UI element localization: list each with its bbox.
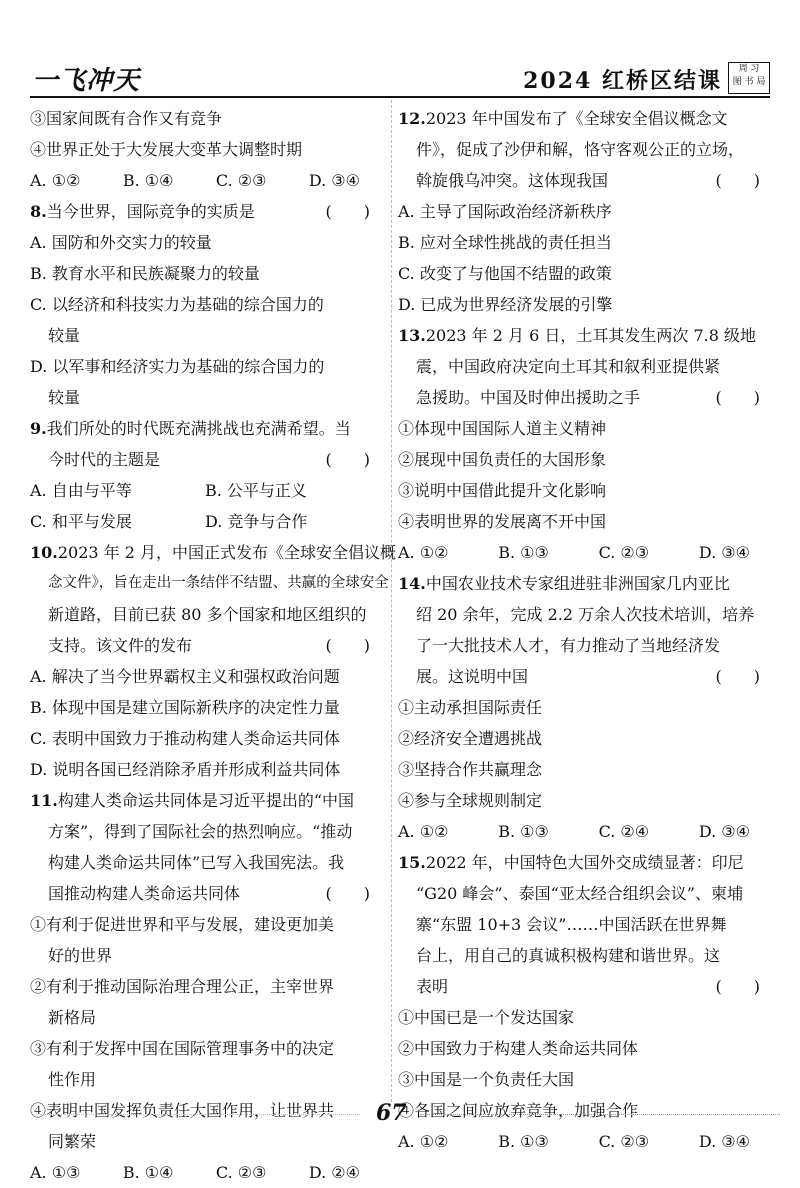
option-d: D. 已成为世界经济发展的引擎 xyxy=(398,295,613,314)
question-13 xyxy=(398,320,770,568)
series-title: 2024 红桥区结课 xyxy=(523,68,722,94)
question-stem-cont: 展。这说明中国 xyxy=(416,667,529,686)
question-9 xyxy=(30,413,380,537)
question-number: 11. xyxy=(30,791,58,810)
question-number: 8. xyxy=(30,202,47,221)
question-stem-cont: 绍 20 余年，完成 2.2 万余人次技术培训，培养 xyxy=(416,605,755,624)
option-a: A. 自由与平等 xyxy=(30,481,132,500)
column-divider xyxy=(391,100,392,1102)
option-3: ③中国是一个负责任大国 xyxy=(398,1070,575,1089)
right-column xyxy=(398,103,770,1157)
answer-blank[interactable]: ( ) xyxy=(715,977,760,996)
option-b: B. 教育水平和民族凝聚力的较量 xyxy=(30,264,260,283)
question-stem-cont: 斡旋俄乌冲突。这体现我国 xyxy=(416,171,609,190)
choice-d[interactable]: D. ②④ xyxy=(308,1163,360,1182)
question-stem-cont: “G20 峰会”、泰国“亚太经合组织会议”、柬埔 xyxy=(416,884,743,903)
question-stem-cont: 表明 xyxy=(416,977,449,996)
question-stem: 2023 年中国发布了《全球安全倡议概念文 xyxy=(425,109,728,128)
choice-c[interactable]: C. ②③ xyxy=(215,1163,267,1182)
option-d: D. 说明各国已经消除矛盾并形成利益共同体 xyxy=(30,760,341,779)
question-stem: 构建人类命运共同体是习近平提出的“中国 xyxy=(57,791,355,810)
page-footer xyxy=(0,1100,800,1130)
option-3: ③坚持合作共赢理念 xyxy=(398,760,543,779)
question-stem-cont: 震，中国政府决定向土耳其和叙利亚提供紧 xyxy=(416,357,721,376)
choice-a[interactable]: A. ①② xyxy=(398,1132,449,1151)
option-d: D. 以军事和经济实力为基础的综合国力的 xyxy=(30,357,325,376)
choice-d[interactable]: D. ③④ xyxy=(698,1132,750,1151)
question-stem: 当今世界，国际竞争的实质是 xyxy=(46,202,255,221)
option-b: B. 体现中国是建立国际新秩序的决定性力量 xyxy=(30,698,340,717)
option-1: ①中国已是一个发达国家 xyxy=(398,1008,575,1027)
answer-blank[interactable]: ( ) xyxy=(325,636,370,655)
choice-d[interactable]: D. ③④ xyxy=(308,171,360,190)
choice-c[interactable]: C. ②③ xyxy=(598,543,650,562)
question-stem-cont: 急援助。中国及时伸出援助之手 xyxy=(416,388,641,407)
option-c: C. 表明中国致力于推动构建人类命运共同体 xyxy=(30,729,340,748)
question-stem-cont: 构建人类命运共同体”已写入我国宪法。我 xyxy=(48,853,345,872)
option-2: ②展现中国负责任的大国形象 xyxy=(398,450,607,469)
choice-a[interactable]: A. ①② xyxy=(398,822,449,841)
option-d: D. 竞争与合作 xyxy=(205,512,308,531)
question-stem-cont: 寨“东盟 10+3 会议”……中国活跃在世界舞 xyxy=(416,915,727,934)
choice-d[interactable]: D. ③④ xyxy=(698,822,750,841)
question-number: 13. xyxy=(398,326,426,345)
choice-row xyxy=(398,1126,770,1157)
question-stem: 中国农业技术专家组进驻非洲国家几内亚比 xyxy=(425,574,730,593)
option-3-cont: 性作用 xyxy=(48,1070,97,1089)
option-b: B. 公平与正义 xyxy=(205,481,307,500)
answer-blank[interactable]: ( ) xyxy=(715,667,760,686)
choice-d[interactable]: D. ③④ xyxy=(698,543,750,562)
question-stem-cont: 国推动构建人类命运共同体 xyxy=(48,884,241,903)
question-stem-cont: 念文件》，旨在走出一条结伴不结盟、共赢的全球安全 xyxy=(48,575,389,591)
choice-a[interactable]: A. ①③ xyxy=(30,1163,81,1182)
publisher-stamp: 周 习 图 书 局 xyxy=(728,62,770,94)
option-a: A. 国防和外交实力的较量 xyxy=(30,233,212,252)
question-stem: 2022 年，中国特色大国外交成绩显著：印尼 xyxy=(425,853,744,872)
option-row xyxy=(30,506,380,537)
question-7-tail xyxy=(30,103,380,196)
choice-row xyxy=(398,816,770,847)
question-stem-cont: 件》，促成了沙伊和解，恪守客观公正的立场， xyxy=(416,140,745,159)
question-stem-cont: 新道路，目前已获 80 多个国家和地区组织的 xyxy=(48,605,367,624)
option-c: C. 以经济和科技实力为基础的综合国力的 xyxy=(30,295,324,314)
option-c-cont: 较量 xyxy=(48,326,81,345)
answer-blank[interactable]: ( ) xyxy=(715,171,760,190)
option-c: C. 和平与发展 xyxy=(30,512,132,531)
question-stem-cont: 今时代的主题是 xyxy=(48,450,161,469)
choice-b[interactable]: B. ①③ xyxy=(498,822,549,841)
question-stem-cont: 台上，用自己的真诚积极构建和谐世界。这 xyxy=(416,946,721,965)
option-3: ③说明中国借此提升文化影响 xyxy=(398,481,607,500)
option-a: A. 解决了当今世界霸权主义和强权政治问题 xyxy=(30,667,340,686)
page-header xyxy=(30,60,770,96)
option-2: ②经济安全遭遇挑战 xyxy=(398,729,543,748)
question-number: 15. xyxy=(398,853,426,872)
choice-c[interactable]: C. ②③ xyxy=(215,171,267,190)
choice-a[interactable]: A. ①② xyxy=(398,543,449,562)
option-2-cont: 新格局 xyxy=(48,1008,97,1027)
option-4: ④参与全球规则制定 xyxy=(398,791,543,810)
question-number: 12. xyxy=(398,109,426,128)
option-1: ①主动承担国际责任 xyxy=(398,698,543,717)
question-14 xyxy=(398,568,770,847)
option-c: C. 改变了与他国不结盟的政策 xyxy=(398,264,612,283)
question-stem: 我们所处的时代既充满挑战也充满希望。当 xyxy=(46,419,351,438)
answer-blank[interactable]: ( ) xyxy=(325,450,370,469)
brand-logo: 一飞冲天 xyxy=(32,66,141,96)
question-number: 14. xyxy=(398,574,426,593)
option-1: ①有利于促进世界和平与发展，建设更加美 xyxy=(30,915,335,934)
question-stem-cont: 方案”，得到了国际社会的热烈响应。“推动 xyxy=(48,822,353,841)
option-row xyxy=(30,475,380,506)
answer-blank[interactable]: ( ) xyxy=(325,884,370,903)
choice-b[interactable]: B. ①④ xyxy=(122,1163,174,1182)
page-number: 67 xyxy=(376,1100,407,1126)
option-4: ④表明中国发挥负责任大国作用，让世界共 xyxy=(30,1101,335,1120)
question-stem: 2023 年 2 月，中国正式发布《全球安全倡议概 xyxy=(57,543,397,562)
question-12 xyxy=(398,103,770,320)
choice-row xyxy=(398,537,770,568)
option-b: B. 应对全球性挑战的责任担当 xyxy=(398,233,612,252)
question-number: 10. xyxy=(30,543,58,562)
option-3: ③国家间既有合作又有竞争 xyxy=(30,109,223,128)
question-number: 9. xyxy=(30,419,47,438)
option-2: ②中国致力于构建人类命运共同体 xyxy=(398,1039,639,1058)
option-a: A. 主导了国际政治经济新秩序 xyxy=(398,202,612,221)
option-4: ④各国之间应放弃竞争，加强合作 xyxy=(398,1101,639,1120)
choice-row xyxy=(30,165,380,196)
option-4-cont: 同繁荣 xyxy=(48,1132,97,1151)
footer-rule-left xyxy=(40,1114,360,1115)
option-2: ②有利于推动国际治理合理公正，主宰世界 xyxy=(30,977,335,996)
option-1: ①体现中国国际人道主义精神 xyxy=(398,419,607,438)
option-4: ④世界正处于大发展大变革大调整时期 xyxy=(30,140,303,159)
option-1-cont: 好的世界 xyxy=(48,946,113,965)
question-stem-cont: 了一大批技术人才，有力推动了当地经济发 xyxy=(416,636,721,655)
choice-c[interactable]: C. ②④ xyxy=(598,822,650,841)
question-stem: 2023 年 2 月 6 日，土耳其发生两次 7.8 级地 xyxy=(425,326,756,345)
choice-a[interactable]: A. ①② xyxy=(30,171,81,190)
answer-blank[interactable]: ( ) xyxy=(325,202,370,221)
choice-row xyxy=(30,1157,380,1188)
option-3: ③有利于发挥中国在国际管理事务中的决定 xyxy=(30,1039,335,1058)
option-4: ④表明世界的发展离不开中国 xyxy=(398,512,607,531)
choice-c[interactable]: C. ②③ xyxy=(598,1132,650,1151)
header-rule xyxy=(30,96,770,98)
option-d-cont: 较量 xyxy=(48,388,81,407)
choice-b[interactable]: B. ①③ xyxy=(498,1132,549,1151)
choice-b[interactable]: B. ①③ xyxy=(498,543,549,562)
question-8 xyxy=(30,196,380,413)
answer-blank[interactable]: ( ) xyxy=(715,388,760,407)
question-stem-cont: 支持。该文件的发布 xyxy=(48,636,193,655)
footer-rule-right xyxy=(420,1114,780,1115)
question-10 xyxy=(30,537,397,785)
choice-b[interactable]: B. ①④ xyxy=(122,171,174,190)
